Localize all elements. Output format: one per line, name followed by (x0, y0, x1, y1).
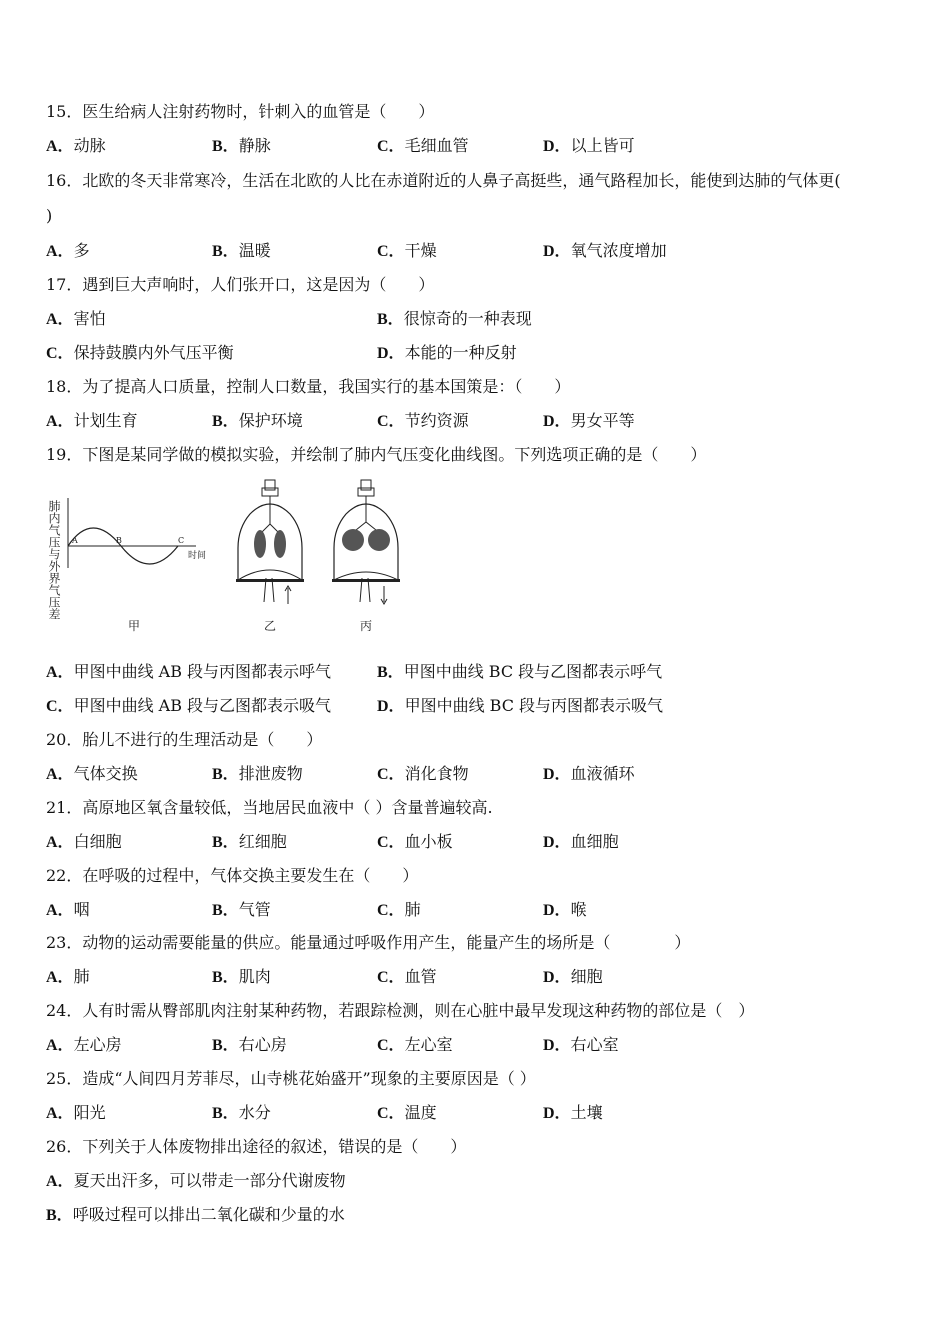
option-text: 红细胞 (238, 832, 287, 851)
option-key: A． (46, 766, 74, 783)
option-c (377, 967, 437, 988)
option-d (543, 1103, 603, 1124)
option-c (46, 696, 331, 717)
option-text: 温度 (404, 1103, 437, 1122)
option-text: 左心房 (73, 1035, 122, 1054)
option-key: D． (543, 413, 571, 430)
option-b (212, 900, 271, 921)
option-c (377, 1103, 437, 1124)
question-20: 20．胎儿不进行的生理活动是（ ） (46, 730, 323, 749)
option-d (377, 343, 517, 364)
option-key: C． (377, 969, 405, 986)
option-key: C． (377, 766, 405, 783)
question-25: 25．造成“人间四月芳菲尽，山寺桃花始盛开”现象的主要原因是（ ） (46, 1069, 536, 1088)
option-key: A． (46, 664, 74, 681)
option-text: 肺 (404, 900, 421, 919)
option-text: 白细胞 (73, 832, 122, 851)
option-text: 咽 (73, 900, 90, 919)
option-text: 害怕 (73, 309, 106, 328)
option-text: 血细胞 (570, 832, 619, 851)
option-text: 以上皆可 (570, 136, 635, 155)
option-text: 动脉 (73, 136, 106, 155)
option-key: A． (46, 1173, 74, 1190)
option-text: 阳光 (73, 1103, 106, 1122)
option-text: 氧气浓度增加 (570, 241, 667, 260)
option-c (377, 1035, 453, 1056)
option-key: B． (377, 311, 404, 328)
option-a (46, 764, 138, 785)
option-c (377, 241, 437, 262)
option-a (46, 411, 138, 432)
option-key: D． (543, 834, 571, 851)
option-b (212, 967, 271, 988)
question-15: 15．医生给病人注射药物时，针刺入的血管是（ ） (46, 102, 435, 121)
option-key: D． (543, 243, 571, 260)
bell-jar-model-bing (332, 480, 400, 633)
option-text: 血小板 (404, 832, 453, 851)
option-text: 细胞 (570, 967, 603, 986)
option-key: B． (212, 1105, 239, 1122)
option-b (212, 136, 271, 157)
option-key: A． (46, 834, 74, 851)
option-text: 甲图中曲线 AB 段与乙图都表示吸气 (73, 696, 332, 715)
pressure-curve-chart (47, 498, 206, 633)
caption-jia: 甲 (128, 619, 141, 633)
question-19: 19．下图是某同学做的模拟实验，并绘制了肺内气压变化曲线图。下列选项正确的是（ ） (46, 445, 707, 464)
question-26: 26．下列关于人体废物排出途径的叙述，错误的是（ ） (46, 1137, 467, 1156)
option-b (46, 1205, 345, 1226)
option-text: 气管 (238, 900, 271, 919)
option-key: D． (543, 138, 571, 155)
question-16: 16．北欧的冬天非常寒冷，生活在北欧的人比在赤道附近的人鼻子高挺些，通气路程加长，能使到达肺的气体更( (46, 171, 841, 190)
option-key: D． (543, 766, 571, 783)
bell-jar-model-yi (236, 480, 304, 633)
option-key: D． (377, 698, 405, 715)
question-24: 24．人有时需从臀部肌肉注射某种药物，若跟踪检测，则在心脏中最早发现这种药物的部位是（ ） (46, 1001, 755, 1020)
option-text: 排泄废物 (238, 764, 303, 783)
option-key: D． (377, 345, 405, 362)
question-17: 17．遇到巨大声响时，人们张开口，这是因为（ ） (46, 275, 435, 294)
option-d (543, 136, 635, 157)
option-text: 保护环境 (238, 411, 303, 430)
option-key: B． (377, 664, 404, 681)
option-key: C． (377, 902, 405, 919)
option-key: C． (377, 834, 405, 851)
option-c (377, 900, 421, 921)
option-d (543, 967, 603, 988)
option-text: 肌肉 (238, 967, 271, 986)
option-text: 土壤 (570, 1103, 603, 1122)
option-key: B． (212, 969, 239, 986)
option-key: B． (212, 138, 239, 155)
option-key: A． (46, 413, 74, 430)
option-a (46, 662, 331, 683)
point-c-label: C (178, 536, 185, 545)
option-d (543, 1035, 619, 1056)
option-text: 静脉 (238, 136, 271, 155)
option-text: 很惊奇的一种表现 (403, 309, 532, 328)
question-16-continuation: ) (46, 206, 53, 225)
caption-yi: 乙 (264, 619, 277, 633)
option-text: 本能的一种反射 (404, 343, 517, 362)
question-21: 21．高原地区氧含量较低，当地居民血液中（ ）含量普遍较高. (46, 798, 493, 817)
lung-model-figure (46, 478, 406, 638)
option-b (212, 1103, 271, 1124)
option-text: 甲图中曲线 AB 段与丙图都表示呼气 (73, 662, 332, 681)
option-key: C． (377, 138, 405, 155)
y-axis-label: 肺内气压与外界气压差 (47, 500, 61, 620)
option-d (543, 411, 635, 432)
option-key: D． (543, 1037, 571, 1054)
option-c (377, 411, 469, 432)
option-key: A． (46, 969, 74, 986)
option-key: A． (46, 311, 74, 328)
option-text: 肺 (73, 967, 90, 986)
question-22: 22．在呼吸的过程中，气体交换主要发生在（ ） (46, 866, 419, 885)
option-text: 多 (73, 241, 90, 260)
option-c (377, 764, 469, 785)
option-key: B． (212, 413, 239, 430)
option-text: 消化食物 (404, 764, 469, 783)
option-text: 干燥 (404, 241, 437, 260)
option-text: 男女平等 (570, 411, 635, 430)
option-text: 节约资源 (404, 411, 469, 430)
option-key: A． (46, 902, 74, 919)
option-key: D． (543, 1105, 571, 1122)
option-key: C． (46, 698, 74, 715)
option-a (46, 1171, 346, 1192)
option-d (543, 241, 667, 262)
option-a (46, 309, 106, 330)
option-key: D． (543, 902, 571, 919)
option-b (377, 662, 662, 683)
option-b (212, 411, 303, 432)
option-text: 夏天出汗多，可以带走一部分代谢废物 (73, 1171, 346, 1190)
option-a (46, 900, 90, 921)
lung-left (342, 529, 364, 551)
question-23: 23．动物的运动需要能量的供应。能量通过呼吸作用产生，能量产生的场所是（ ） (46, 933, 691, 952)
option-a (46, 241, 90, 262)
option-key: B． (46, 1207, 73, 1224)
question-18: 18．为了提高人口质量，控制人口数量，我国实行的基本国策是：（ ） (46, 377, 571, 396)
option-text: 气体交换 (73, 764, 138, 783)
option-d (543, 832, 619, 853)
option-key: C． (46, 345, 74, 362)
option-text: 毛细血管 (404, 136, 469, 155)
option-text: 喉 (570, 900, 587, 919)
option-text: 温暖 (238, 241, 271, 260)
option-key: D． (543, 969, 571, 986)
option-c (46, 343, 234, 364)
option-text: 血液循环 (570, 764, 635, 783)
option-text: 计划生育 (73, 411, 138, 430)
option-key: B． (212, 766, 239, 783)
option-a (46, 967, 90, 988)
option-key: A． (46, 138, 74, 155)
option-d (377, 696, 663, 717)
option-text: 水分 (238, 1103, 271, 1122)
option-a (46, 1035, 122, 1056)
option-key: B． (212, 902, 239, 919)
option-text: 甲图中曲线 BC 段与丙图都表示吸气 (404, 696, 664, 715)
option-key: A． (46, 1105, 74, 1122)
option-key: A． (46, 243, 74, 260)
option-key: C． (377, 1037, 405, 1054)
option-c (377, 832, 453, 853)
option-key: C． (377, 413, 405, 430)
option-key: C． (377, 243, 405, 260)
option-d (543, 900, 587, 921)
x-axis-label: 时间 (188, 551, 207, 561)
lung-right (274, 530, 286, 558)
option-key: B． (212, 1037, 239, 1054)
option-c (377, 136, 469, 157)
caption-bing: 丙 (360, 619, 373, 633)
option-a (46, 136, 106, 157)
option-text: 甲图中曲线 BC 段与乙图都表示呼气 (403, 662, 663, 681)
option-text: 血管 (404, 967, 437, 986)
option-b (212, 1035, 287, 1056)
option-b (212, 241, 271, 262)
lung-right (368, 529, 390, 551)
option-key: B． (212, 834, 239, 851)
option-b (212, 832, 287, 853)
lung-left (254, 530, 266, 558)
option-b (212, 764, 303, 785)
option-text: 左心室 (404, 1035, 453, 1054)
option-text: 保持鼓膜内外气压平衡 (73, 343, 234, 362)
option-key: A． (46, 1037, 74, 1054)
point-b-label: B (116, 536, 122, 545)
option-text: 呼吸过程可以排出二氧化碳和少量的水 (72, 1205, 345, 1224)
option-key: C． (377, 1105, 405, 1122)
option-text: 右心房 (238, 1035, 287, 1054)
option-text: 右心室 (570, 1035, 619, 1054)
option-key: B． (212, 243, 239, 260)
option-d (543, 764, 635, 785)
point-a-label: A (72, 536, 78, 545)
option-b (377, 309, 532, 330)
option-a (46, 832, 122, 853)
option-a (46, 1103, 106, 1124)
